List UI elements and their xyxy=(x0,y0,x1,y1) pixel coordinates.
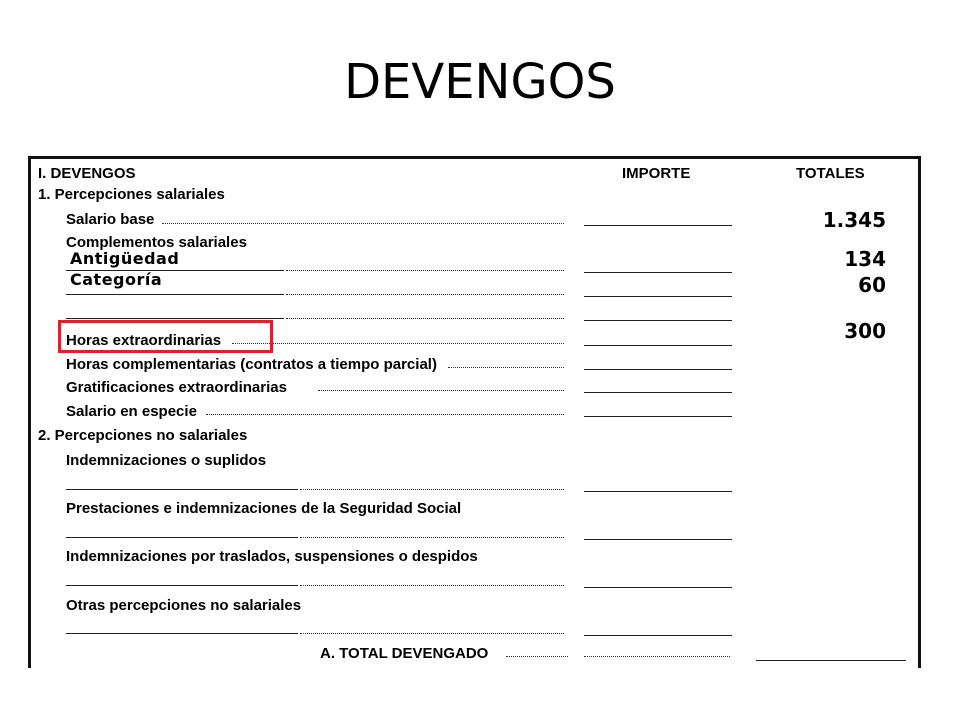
importe-line xyxy=(584,587,732,588)
leader-dots xyxy=(232,342,564,344)
row-complementos-label: Complementos salariales xyxy=(66,234,247,251)
importe-line xyxy=(584,369,732,370)
leader-dots xyxy=(286,293,564,295)
row-indemnizaciones-traslados-label: Indemnizaciones por traslados, suspensiones o despidos xyxy=(66,548,478,565)
blank-line xyxy=(66,489,298,490)
row-salario-base-label: Salario base xyxy=(66,211,155,228)
blank-line xyxy=(66,585,298,586)
row-gratificaciones-label: Gratificaciones extraordinarias xyxy=(66,379,287,396)
row-horas-complementarias-label: Horas complementarias (contratos a tiempo parcial) xyxy=(66,356,437,373)
leader-dots xyxy=(300,536,564,538)
blank-line xyxy=(66,294,284,295)
leader-dots xyxy=(300,584,564,586)
group-percepciones-salariales: 1. Percepciones salariales xyxy=(38,186,225,203)
antiguedad-total: 134 xyxy=(844,247,886,271)
antiguedad-label: Antigüedad xyxy=(70,249,180,268)
leader-dots xyxy=(300,632,564,634)
leader-dots xyxy=(318,389,564,391)
importe-line xyxy=(584,539,732,540)
leader-dots xyxy=(448,366,564,368)
importe-line xyxy=(584,272,732,273)
blank-line xyxy=(66,318,284,319)
leader-dots xyxy=(300,488,564,490)
importe-line xyxy=(584,416,732,417)
importe-line xyxy=(584,320,732,321)
column-header-totales: TOTALES xyxy=(796,165,865,182)
highlight-box xyxy=(58,320,273,353)
total-devengado-label: A. TOTAL DEVENGADO xyxy=(320,645,489,662)
blank-line xyxy=(66,537,298,538)
importe-line xyxy=(584,345,732,346)
importe-line xyxy=(584,392,732,393)
categoria-total: 60 xyxy=(858,273,886,297)
importe-line xyxy=(584,491,732,492)
row-otras-percepciones-label: Otras percepciones no salariales xyxy=(66,597,302,614)
section-title: I. DEVENGOS xyxy=(38,165,136,182)
row-indemnizaciones-suplidos-label: Indemnizaciones o suplidos xyxy=(66,452,267,469)
salario-base-total: 1.345 xyxy=(822,208,886,232)
importe-line xyxy=(584,296,732,297)
row-salario-especie-label: Salario en especie xyxy=(66,403,197,420)
importe-line xyxy=(584,225,732,226)
slide-title: DEVENGOS xyxy=(344,54,616,110)
group-percepciones-no-salariales: 2. Percepciones no salariales xyxy=(38,427,248,444)
blank-line xyxy=(66,633,298,634)
horas-extra-total: 300 xyxy=(844,319,886,343)
row-prestaciones-label: Prestaciones e indemnizaciones de la Seguridad Social xyxy=(66,500,462,517)
leader-dots xyxy=(162,222,564,224)
row-horas-extra-label: Horas extraordinarias xyxy=(66,332,222,349)
form-right-border xyxy=(918,156,921,668)
leader-dots xyxy=(206,413,564,415)
leader-dots xyxy=(286,317,564,319)
leader-dots xyxy=(506,655,568,657)
leader-dots xyxy=(286,269,564,271)
leader-dots xyxy=(584,655,730,657)
form-left-border xyxy=(28,156,31,668)
column-header-importe: IMPORTE xyxy=(622,165,691,182)
total-line xyxy=(756,660,906,661)
importe-line xyxy=(584,635,732,636)
categoria-label: Categoría xyxy=(70,270,163,289)
